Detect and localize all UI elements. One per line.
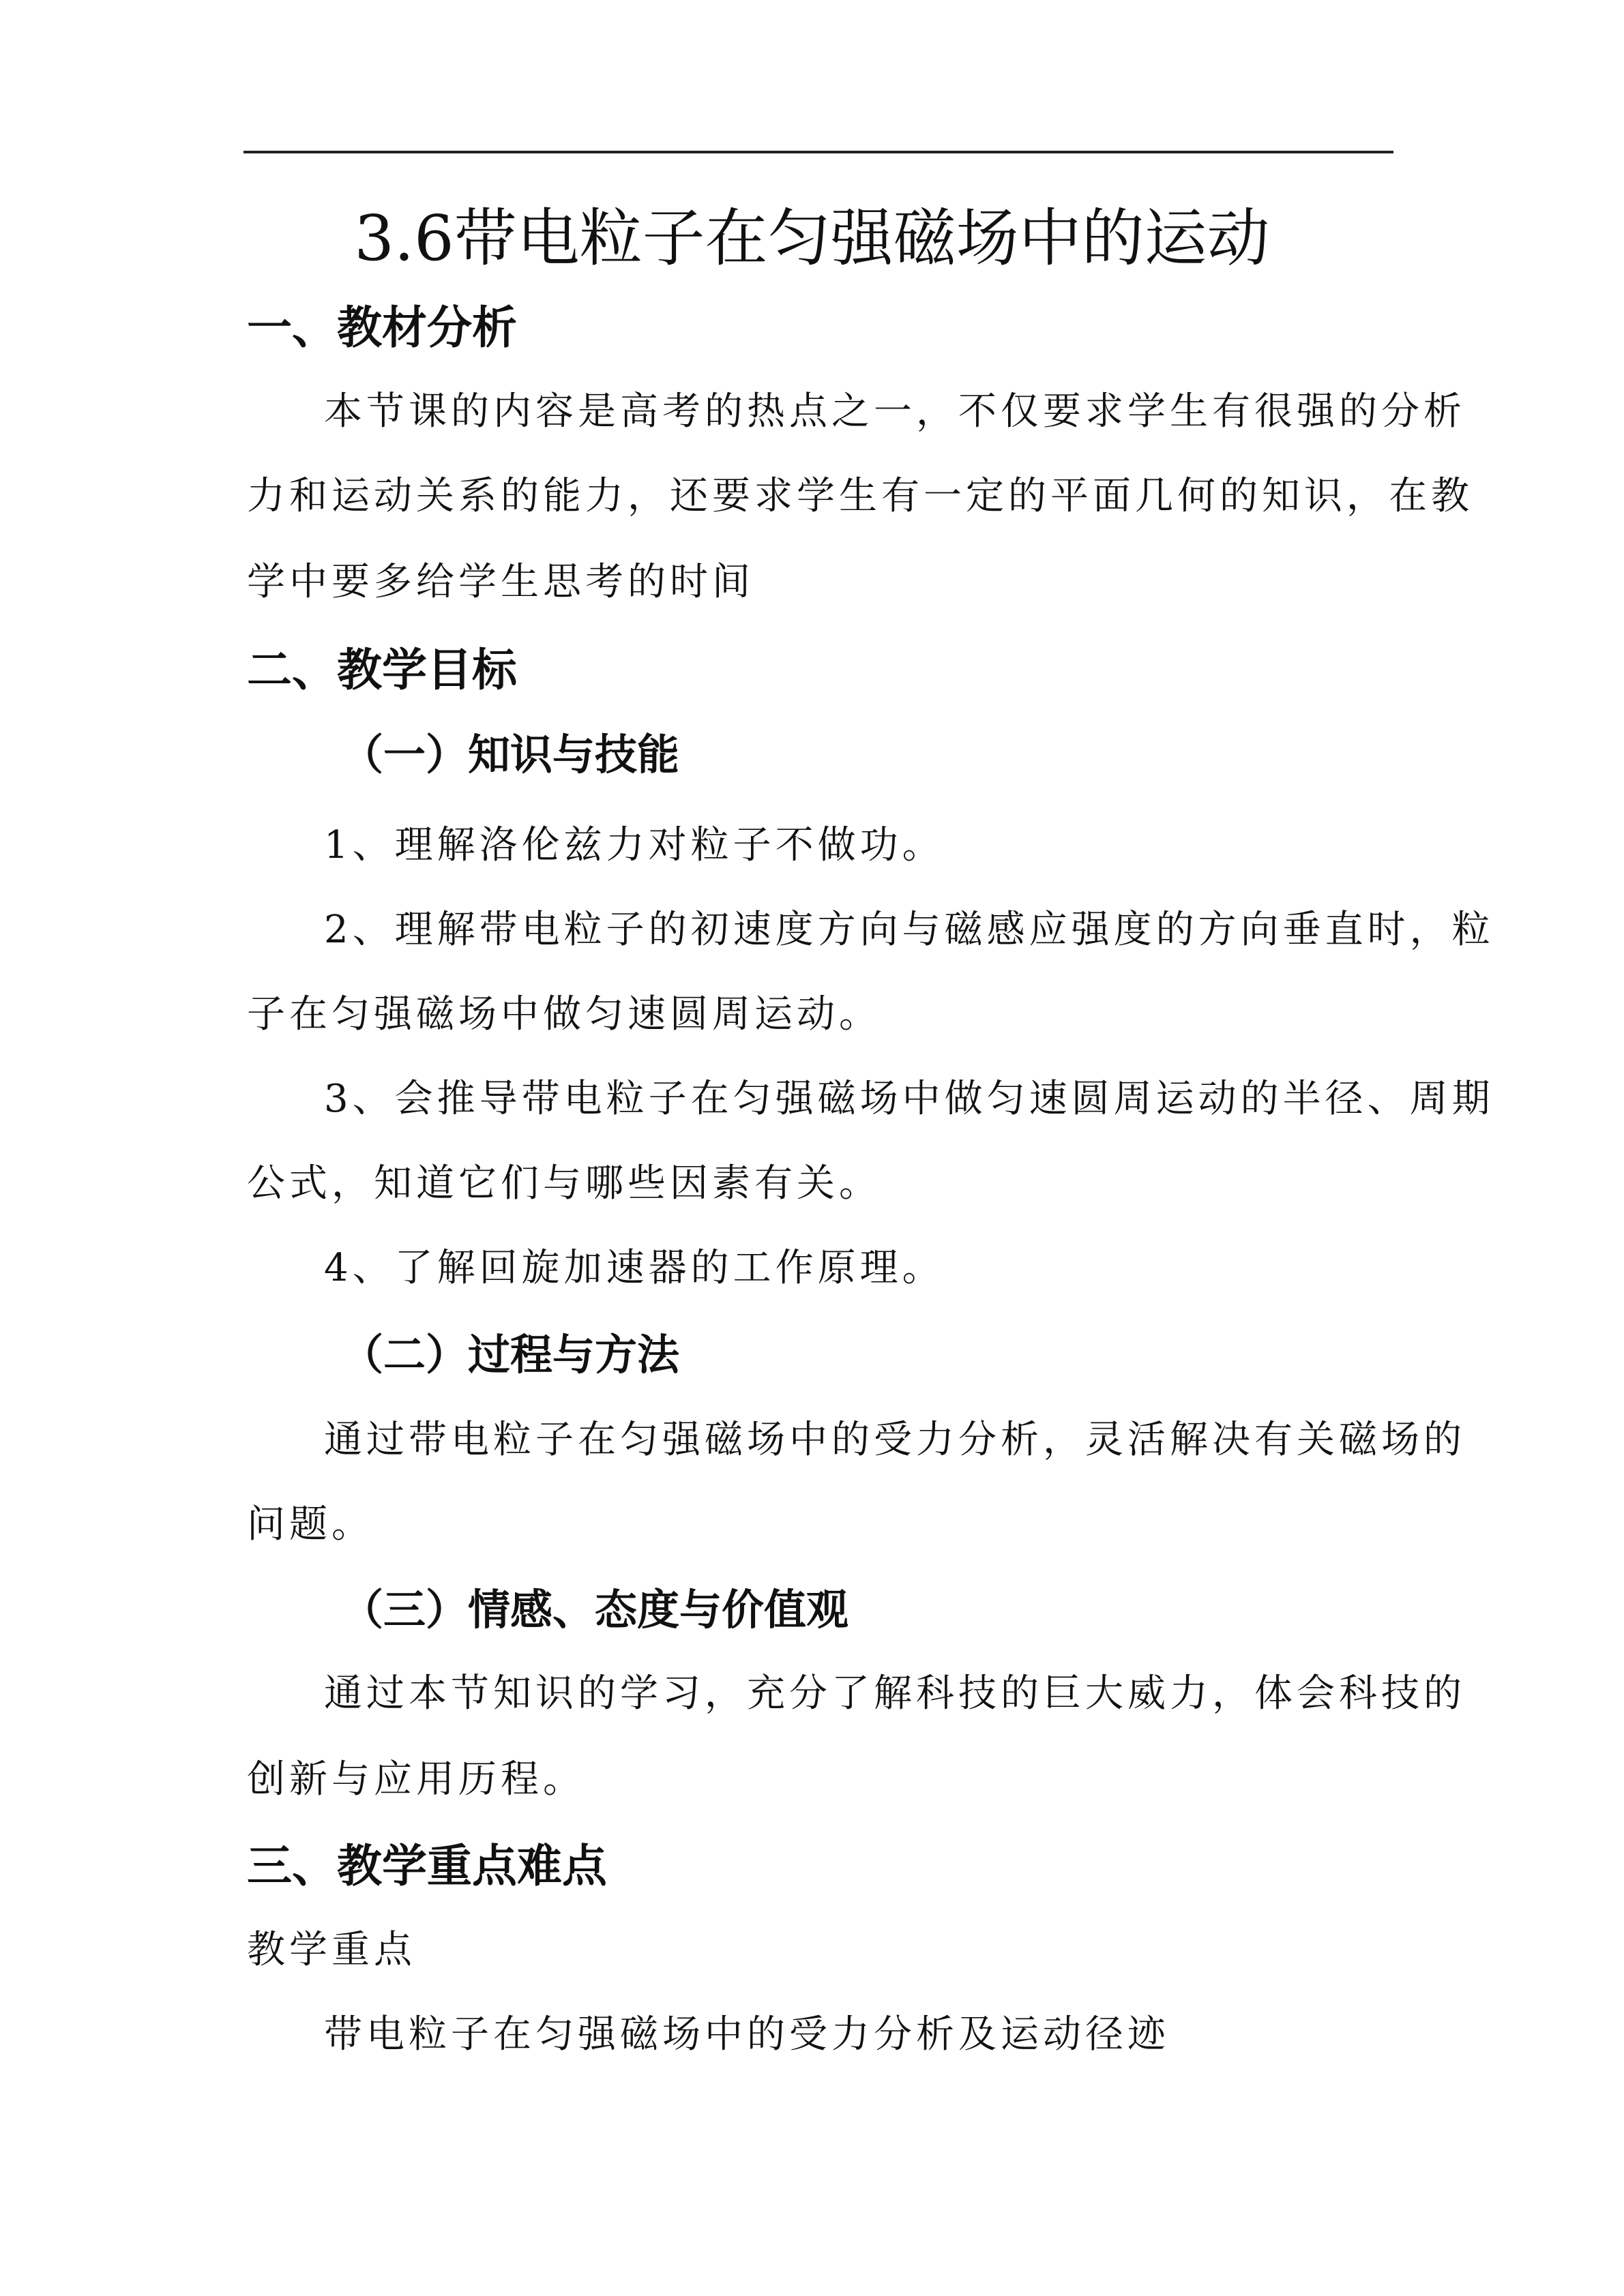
key-points-label: 教学重点: [247, 1928, 416, 1972]
section-heading-analysis: 一、教材分析: [247, 301, 517, 354]
values-line-2: 创新与应用历程。: [247, 1757, 585, 1802]
page-title: 3.6带电粒子在匀强磁场中的运动: [354, 202, 1270, 275]
objective-item-3-line-2: 公式，知道它们与哪些因素有关。: [247, 1161, 881, 1206]
subheading-knowledge: （一）知识与技能: [341, 730, 680, 779]
section-heading-objectives: 二、教学目标: [247, 644, 517, 696]
objective-item-3-line-1: 3、会推导带电粒子在匀强磁场中做匀速圆周运动的半径、周期: [324, 1077, 1494, 1121]
values-line-1: 通过本节知识的学习，充分了解科技的巨大威力，体会科技的: [324, 1671, 1466, 1716]
subheading-process: （二）过程与方法: [341, 1330, 680, 1380]
header-rule: [243, 151, 1393, 153]
analysis-line-2: 力和运动关系的能力，还要求学生有一定的平面几何的知识，在教: [247, 474, 1473, 518]
subheading-values: （三）情感、态度与价值观: [341, 1585, 849, 1635]
analysis-line-1: 本节课的内容是高考的热点之一，不仅要求学生有很强的分析: [324, 389, 1466, 434]
section-heading-key-points: 三、教学重点难点: [247, 1840, 607, 1892]
process-line-2: 问题。: [247, 1502, 374, 1547]
analysis-line-3: 学中要多给学生思考的时间: [247, 560, 754, 604]
objective-item-2-line-2: 子在匀强磁场中做匀速圆周运动。: [247, 992, 881, 1037]
objective-item-1: 1、理解洛伦兹力对粒子不做功。: [324, 823, 945, 867]
objective-item-4: 4、了解回旋加速器的工作原理。: [324, 1246, 945, 1290]
process-line-1: 通过带电粒子在匀强磁场中的受力分析，灵活解决有关磁场的: [324, 1418, 1466, 1462]
objective-item-2-line-1: 2、理解带电粒子的初速度方向与磁感应强度的方向垂直时，粒: [324, 908, 1494, 952]
key-points-line: 带电粒子在匀强磁场中的受力分析及运动径迹: [324, 2012, 1170, 2057]
